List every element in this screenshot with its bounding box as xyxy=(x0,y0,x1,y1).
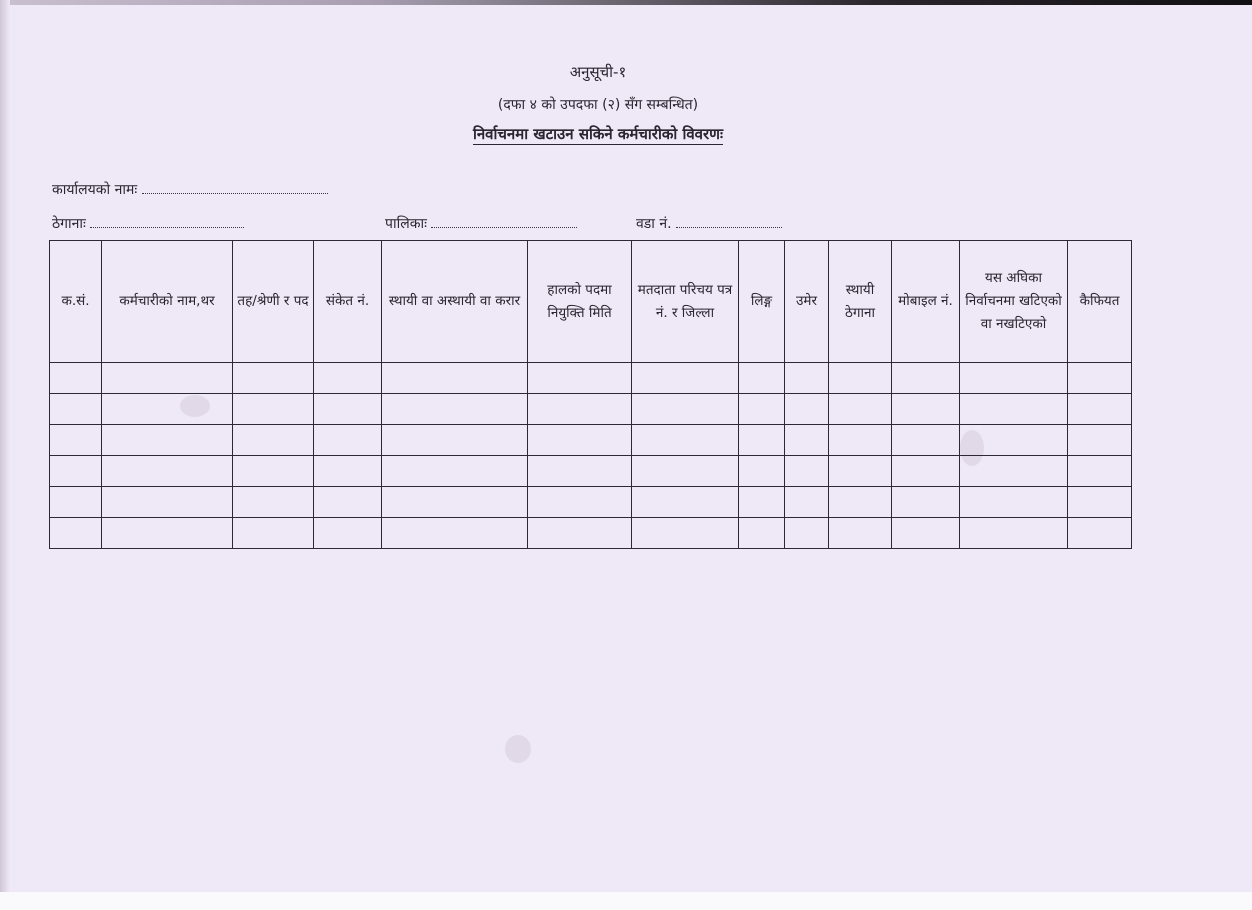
table-cell[interactable] xyxy=(632,363,739,394)
office-field xyxy=(52,180,328,199)
table-cell[interactable] xyxy=(960,394,1068,425)
form-heading xyxy=(0,124,1196,144)
table-cell[interactable] xyxy=(785,363,829,394)
table-cell[interactable] xyxy=(1068,518,1132,549)
table-cell[interactable] xyxy=(382,394,528,425)
table-cell[interactable] xyxy=(892,456,960,487)
table-cell[interactable] xyxy=(739,394,785,425)
table-cell[interactable] xyxy=(50,394,102,425)
table-cell[interactable] xyxy=(632,518,739,549)
header-previous-election-duty: यस अघिका निर्वाचनमा खटिएको वा नखटिएको xyxy=(960,241,1068,363)
table-row xyxy=(50,456,1132,487)
ward-blank[interactable] xyxy=(676,215,782,228)
table-cell[interactable] xyxy=(50,456,102,487)
table-cell[interactable] xyxy=(829,456,892,487)
table-cell[interactable] xyxy=(233,487,314,518)
table-cell[interactable] xyxy=(528,456,632,487)
header-level-post: तह/श्रेणी र पद xyxy=(233,241,314,363)
table-cell[interactable] xyxy=(960,456,1068,487)
table-cell[interactable] xyxy=(314,456,382,487)
table-cell[interactable] xyxy=(528,518,632,549)
scan-top-edge xyxy=(0,0,1252,5)
table-cell[interactable] xyxy=(50,425,102,456)
table-row xyxy=(50,425,1132,456)
ward-label: वडा नं. xyxy=(636,216,672,232)
header-age: उमेर xyxy=(785,241,829,363)
table-cell[interactable] xyxy=(632,394,739,425)
table-cell[interactable] xyxy=(528,487,632,518)
municipality-field xyxy=(385,214,577,233)
table-cell[interactable] xyxy=(233,363,314,394)
table-header-row xyxy=(50,241,1132,363)
table-cell[interactable] xyxy=(233,394,314,425)
table-cell[interactable] xyxy=(632,456,739,487)
table-cell[interactable] xyxy=(382,425,528,456)
table-cell[interactable] xyxy=(382,518,528,549)
table-cell[interactable] xyxy=(892,425,960,456)
header-voter-id-district: मतदाता परिचय पत्र नं. र जिल्ला xyxy=(632,241,739,363)
table-cell[interactable] xyxy=(739,518,785,549)
table-cell[interactable] xyxy=(892,363,960,394)
header-appointment-date: हालको पदमा नियुक्ति मिति xyxy=(528,241,632,363)
table-row xyxy=(50,487,1132,518)
table-cell[interactable] xyxy=(382,487,528,518)
table-cell[interactable] xyxy=(382,456,528,487)
table-cell[interactable] xyxy=(314,487,382,518)
table-cell[interactable] xyxy=(892,394,960,425)
table-cell[interactable] xyxy=(314,363,382,394)
scan-bottom-margin xyxy=(0,892,1252,910)
office-label: कार्यालयको नामः xyxy=(52,182,138,198)
ward-field xyxy=(636,214,782,233)
table-cell[interactable] xyxy=(1068,425,1132,456)
table-cell[interactable] xyxy=(50,487,102,518)
address-label: ठेगानाः xyxy=(52,216,86,232)
table-cell[interactable] xyxy=(960,518,1068,549)
table-cell[interactable] xyxy=(739,363,785,394)
table-cell[interactable] xyxy=(528,363,632,394)
table-cell[interactable] xyxy=(785,487,829,518)
table-cell[interactable] xyxy=(1068,487,1132,518)
table-cell[interactable] xyxy=(632,425,739,456)
header-serial: क.सं. xyxy=(50,241,102,363)
table-cell[interactable] xyxy=(102,425,233,456)
table-cell[interactable] xyxy=(1068,394,1132,425)
table-body xyxy=(50,363,1132,549)
table-row xyxy=(50,518,1132,549)
table-cell[interactable] xyxy=(1068,456,1132,487)
table-cell[interactable] xyxy=(314,425,382,456)
table-cell[interactable] xyxy=(314,518,382,549)
form-heading-text: निर्वाचनमा खटाउन सकिने कर्मचारीको विवरणः xyxy=(472,125,724,143)
table-row xyxy=(50,363,1132,394)
header-permanent-address: स्थायी ठेगाना xyxy=(829,241,892,363)
schedule-title: अनुसूची-१ xyxy=(569,63,627,81)
municipality-blank[interactable] xyxy=(431,215,577,228)
table-cell[interactable] xyxy=(102,363,233,394)
table-cell[interactable] xyxy=(829,394,892,425)
table-cell[interactable] xyxy=(829,425,892,456)
table-cell[interactable] xyxy=(314,394,382,425)
table-cell[interactable] xyxy=(50,518,102,549)
table-cell[interactable] xyxy=(102,456,233,487)
table-cell[interactable] xyxy=(785,425,829,456)
table-cell[interactable] xyxy=(1068,363,1132,394)
table-cell[interactable] xyxy=(892,487,960,518)
schedule-subtitle: (दफा ४ को उपदफा (२) सँग सम्बन्धित) xyxy=(497,97,699,113)
table-cell[interactable] xyxy=(102,518,233,549)
office-blank[interactable] xyxy=(142,181,328,194)
table-cell[interactable] xyxy=(102,487,233,518)
table-cell[interactable] xyxy=(50,363,102,394)
header-remarks: कैफियत xyxy=(1068,241,1132,363)
table-cell[interactable] xyxy=(528,425,632,456)
address-field xyxy=(52,214,244,233)
table-cell[interactable] xyxy=(960,487,1068,518)
table-cell[interactable] xyxy=(233,425,314,456)
header-employee-name: कर्मचारीको नाम,थर xyxy=(102,241,233,363)
table-cell[interactable] xyxy=(233,456,314,487)
table-cell[interactable] xyxy=(528,394,632,425)
table-row xyxy=(50,394,1132,425)
table-cell[interactable] xyxy=(785,394,829,425)
municipality-label: पालिकाः xyxy=(385,216,427,232)
smudge xyxy=(505,735,531,763)
header-gender: लिङ्ग xyxy=(739,241,785,363)
header-code-number: संकेत नं. xyxy=(314,241,382,363)
table-cell[interactable] xyxy=(102,394,233,425)
table-cell[interactable] xyxy=(892,518,960,549)
table-cell[interactable] xyxy=(785,456,829,487)
address-blank[interactable] xyxy=(90,215,244,228)
table-cell[interactable] xyxy=(829,487,892,518)
employee-details-table xyxy=(49,240,1132,549)
table-cell[interactable] xyxy=(829,518,892,549)
table-cell[interactable] xyxy=(739,487,785,518)
header-mobile-number: मोबाइल नं. xyxy=(892,241,960,363)
table-cell[interactable] xyxy=(739,456,785,487)
table-cell[interactable] xyxy=(632,487,739,518)
table-cell[interactable] xyxy=(739,425,785,456)
table-cell[interactable] xyxy=(233,518,314,549)
table-cell[interactable] xyxy=(829,363,892,394)
table-cell[interactable] xyxy=(960,363,1068,394)
header-employment-type: स्थायी वा अस्थायी वा करार xyxy=(382,241,528,363)
table-cell[interactable] xyxy=(382,363,528,394)
table-cell[interactable] xyxy=(785,518,829,549)
table-cell[interactable] xyxy=(960,425,1068,456)
